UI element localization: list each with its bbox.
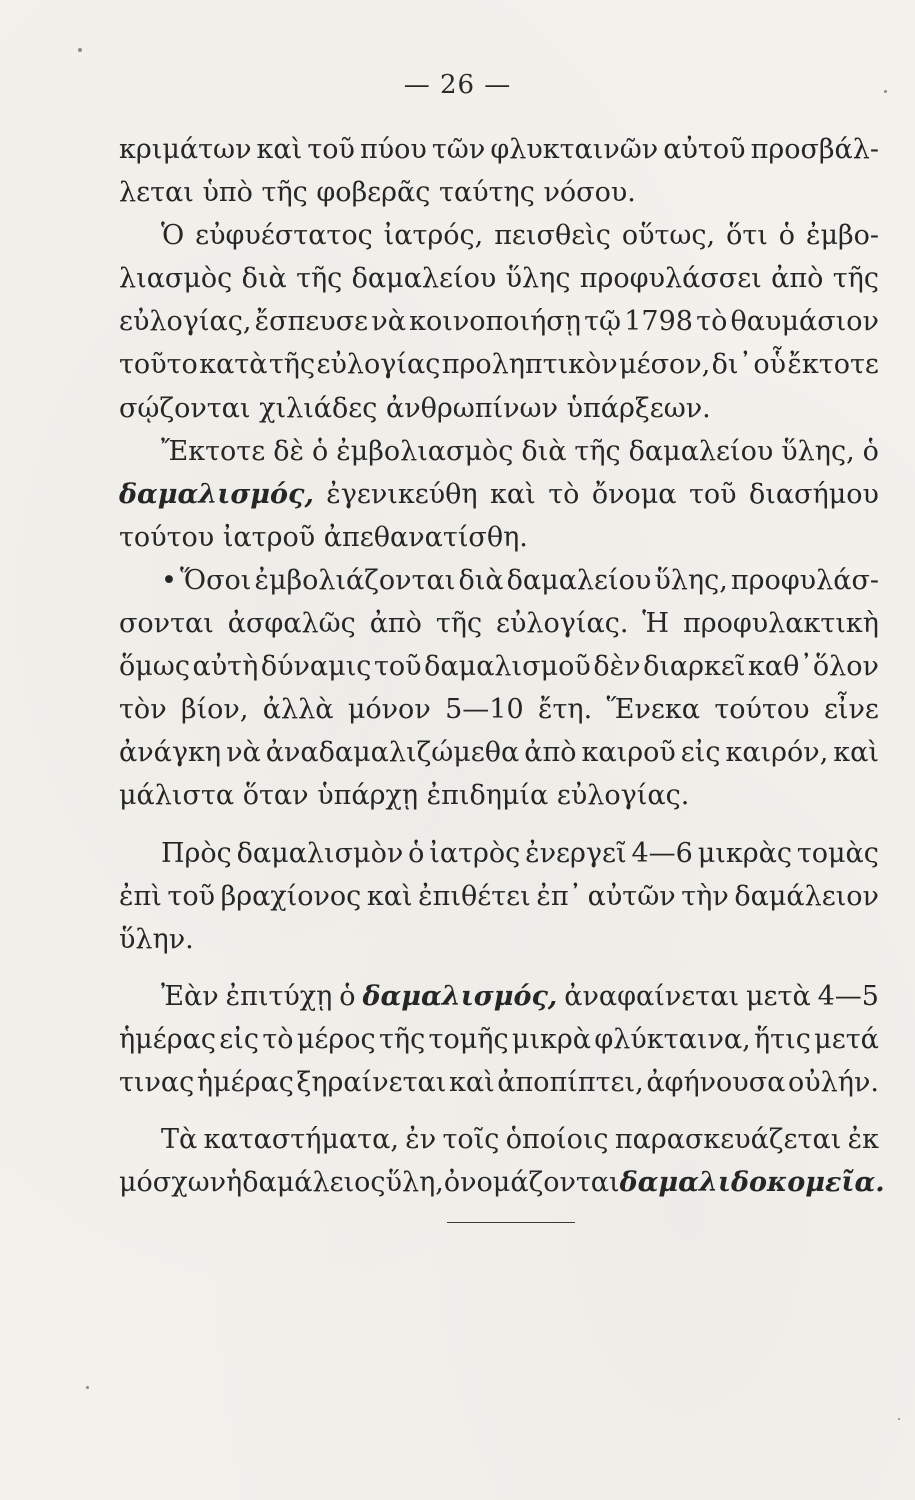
word: τῆς — [268, 349, 316, 381]
word: ὕλης, — [781, 435, 855, 467]
word: ἐπ᾿ — [536, 880, 583, 912]
word: δαμάλειος — [242, 1167, 386, 1199]
word: λεται — [119, 177, 194, 209]
word: νόσου. — [543, 177, 636, 209]
text-line — [119, 300, 879, 343]
word: Πρὸς — [161, 837, 232, 869]
emphasized-word: δαμαλιδοκομεῖα. — [619, 1167, 885, 1199]
word: ἐγενικεύθη — [326, 478, 478, 510]
word: εὐλογίας. — [556, 780, 690, 812]
paper-speck — [898, 1418, 900, 1420]
emphasized-word: δαμαλισμός, — [362, 980, 558, 1012]
text-line — [119, 875, 879, 918]
word: τὸ — [262, 1023, 294, 1055]
word: • — [161, 564, 177, 596]
word: δαμαλισμοῦ — [424, 651, 591, 683]
word: ὑπάρχῃ — [317, 780, 418, 812]
word: καὶ — [256, 134, 303, 165]
word: τούτου — [119, 521, 215, 553]
word: σονται — [119, 608, 214, 640]
word: καὶ — [833, 737, 879, 769]
word: ἀναδαμαλιζώμεθα — [265, 737, 520, 769]
word: παρασκευάζεται — [614, 1124, 842, 1156]
word: δαμαλείου — [628, 435, 774, 467]
word: προφυλακτικὴ — [682, 608, 879, 640]
word: ὅμως — [119, 651, 190, 683]
word: μόσχων — [119, 1167, 227, 1199]
word: μέρος — [296, 1023, 376, 1055]
word: ἀσφαλῶς — [227, 608, 356, 640]
word: βίον, — [180, 694, 249, 726]
word: Ἕνεκα — [606, 694, 700, 726]
word: αὐτοῦ — [663, 134, 746, 165]
word: τομῆς — [428, 1023, 509, 1055]
body-text — [119, 128, 885, 1204]
word: διὰ — [458, 564, 504, 596]
word: διαρκεῖ — [643, 651, 746, 683]
word: δαμάλειον — [734, 880, 879, 912]
word: Ὁ — [161, 220, 185, 252]
word: εἰς — [219, 1023, 259, 1055]
word: φλυκταινῶν — [490, 134, 659, 165]
word: τὸν — [119, 694, 167, 726]
word: χιλιάδες — [259, 392, 378, 424]
page-number: — 26 — — [403, 70, 512, 100]
text-line — [119, 257, 879, 300]
word: αὐτὴ — [192, 651, 259, 683]
word: ξηραίνεται — [296, 1066, 447, 1098]
word: τοῦ — [307, 134, 355, 165]
word: τῆς — [378, 1023, 426, 1055]
word: ἀποπίπτει, — [497, 1066, 644, 1098]
word: ἐμβο- — [805, 220, 879, 252]
word: τῶν — [431, 134, 486, 165]
word: ἐπιτύχῃ — [225, 980, 333, 1012]
word: ὁ — [408, 837, 425, 869]
paper-speck — [78, 48, 82, 52]
word: εὐλογίας. — [495, 608, 629, 640]
word: τὸ — [548, 478, 580, 510]
word: τινας — [119, 1066, 195, 1098]
word: τοῦ — [167, 880, 216, 912]
word: Τὰ — [161, 1124, 198, 1156]
word: ὑπὸ — [202, 177, 253, 209]
text-line — [119, 559, 879, 602]
word: 5—10 — [445, 694, 524, 726]
word: ἀλλὰ — [262, 694, 334, 726]
word: τῆς — [435, 608, 483, 640]
text-line — [119, 1018, 879, 1061]
text-line — [119, 688, 879, 731]
word: καὶ — [490, 478, 536, 510]
word: μόνον — [347, 694, 431, 726]
word: ὄνομα — [591, 478, 677, 510]
word: μετὰ — [745, 980, 811, 1012]
word: διασήμου — [749, 478, 879, 510]
word: ταύτης — [439, 177, 535, 209]
word: ὁ — [339, 980, 356, 1012]
word: προσβάλ- — [750, 134, 879, 165]
word: ἐπιδημία — [426, 780, 549, 812]
word: ἥτις — [754, 1023, 811, 1055]
word: εὐλογίας, — [119, 306, 252, 338]
word: πεισθεὶς — [494, 220, 611, 252]
paper-speck — [884, 90, 887, 93]
word: ὕλην. — [119, 923, 194, 955]
word: διὰ — [241, 263, 287, 295]
word: εἶνε — [823, 694, 879, 726]
text-line — [119, 731, 879, 774]
word: τὴν — [681, 880, 729, 912]
word: μάλιστα — [119, 780, 235, 812]
word: οὕτως, — [621, 220, 716, 252]
word: ἐπιθέτει — [418, 880, 531, 912]
word: ὕλης — [505, 263, 571, 295]
word: ὁ — [778, 220, 796, 252]
word: Ἔκτοτε — [161, 435, 266, 467]
word: τῆς — [261, 177, 308, 209]
word: ἐκ — [847, 1124, 879, 1156]
word: τούτου — [714, 694, 810, 726]
word: ὁ — [311, 435, 329, 467]
word: προφυλάσ- — [730, 564, 879, 596]
word: σῴζονται — [119, 392, 251, 424]
word: ἀπὸ — [369, 608, 422, 640]
word: δαμαλισμὸν — [236, 837, 404, 869]
word: ἰατρὸς — [429, 837, 521, 869]
word: κοινοποιήσῃ — [409, 306, 581, 338]
word: δὲ — [273, 435, 304, 467]
word: εἰς — [680, 737, 721, 769]
text-line — [119, 645, 879, 688]
word: τοῦτο — [119, 349, 198, 381]
word: τὸ — [696, 306, 728, 338]
word: ὅτι — [726, 220, 768, 252]
word: ὁποίοις — [505, 1124, 609, 1156]
word: ὕλης, — [654, 564, 728, 596]
word: θαυμάσιον — [730, 306, 879, 338]
word: ἔκτοτε — [787, 349, 879, 381]
word: ἡμέρας — [119, 1023, 216, 1055]
text-line — [119, 602, 879, 645]
word: τοῦ — [373, 651, 422, 683]
word: 1798 — [624, 306, 693, 338]
word: τῆς — [296, 263, 343, 295]
word: ὕλη, — [385, 1167, 444, 1199]
word: νὰ — [226, 737, 261, 769]
word: ἀναφαίνεται — [564, 980, 740, 1012]
word: Ὅσοι — [180, 564, 252, 596]
word: Ἐὰν — [161, 980, 219, 1012]
text-line — [119, 516, 879, 559]
word: τοῦ — [688, 478, 737, 510]
word: ἐμβολιασμὸς — [336, 435, 514, 467]
word: δαμαλείου — [351, 263, 497, 295]
word: ἀνθρωπίνων — [386, 392, 558, 424]
text-line — [119, 387, 879, 430]
word: δύναμις — [260, 651, 372, 683]
word: καὶ — [366, 880, 413, 912]
word: βραχίονος — [220, 880, 362, 912]
word: μετά — [814, 1023, 879, 1055]
word: ὅταν — [242, 780, 309, 812]
text-line — [119, 918, 879, 961]
word: ἀπεθανατίσθη. — [323, 521, 528, 553]
word: λιασμὸς — [119, 263, 233, 295]
word: καὶ — [448, 1066, 495, 1098]
word: οὐλήν. — [787, 1066, 879, 1098]
word: μέσον, — [619, 349, 711, 381]
emphasized-word: δαμαλισμός, — [119, 478, 314, 510]
word: ἀφήνουσα — [646, 1066, 786, 1098]
text-line — [119, 1061, 879, 1104]
text-line — [119, 214, 879, 257]
word: οὗ — [753, 349, 787, 381]
paper-speck — [86, 1386, 89, 1389]
text-line — [119, 774, 879, 817]
divider-rule — [447, 1222, 575, 1223]
word: ὁ — [862, 435, 879, 467]
text-line — [119, 975, 879, 1018]
word: ἀπὸ — [524, 737, 577, 769]
word: τῆς — [832, 263, 879, 295]
word: δαμαλείου — [506, 564, 652, 596]
text-line — [119, 1161, 885, 1204]
word: ἐν — [405, 1124, 437, 1156]
word: ἡμέρας — [196, 1066, 294, 1098]
text-line — [119, 171, 879, 214]
word: προφυλάσσει — [579, 263, 762, 295]
text-line — [119, 832, 879, 875]
text-line — [119, 128, 879, 171]
word: καθ᾿ὅλον — [748, 651, 879, 683]
word: 4—5 — [817, 980, 879, 1012]
text-line — [119, 473, 879, 516]
word: Ἡ — [642, 608, 670, 640]
word: ἐνεργεῖ — [525, 837, 627, 869]
word: ἰατρός, — [383, 220, 484, 252]
word: ὑπάρξεων. — [566, 392, 711, 424]
word: εὐλογίας — [316, 349, 441, 381]
word: πύου — [359, 134, 427, 165]
word: νὰ — [371, 306, 406, 338]
word: μικρὰ — [511, 1023, 592, 1055]
word: δὲν — [593, 651, 641, 683]
word: ἐμβολιάζονται — [254, 564, 456, 596]
word: εὐφυέστατος — [195, 220, 373, 252]
word: μικρὰς — [697, 837, 792, 869]
word: κριμάτων — [119, 134, 252, 165]
text-line — [119, 1118, 879, 1161]
word: προληπτικὸν — [441, 349, 618, 381]
word: φοβερᾶς — [316, 177, 431, 209]
word: ὀνομάζονται — [443, 1167, 620, 1199]
word: διὰ — [521, 435, 567, 467]
word: ἀνάγκη — [119, 737, 222, 769]
word: τῆς — [574, 435, 621, 467]
word: δι᾿ — [711, 349, 752, 381]
word: ἀπὸ — [771, 263, 824, 295]
word: αὐτῶν — [587, 880, 676, 912]
word: κατὰ — [199, 349, 268, 381]
word: ἔσπευσε — [254, 306, 369, 338]
word: καιρόν, — [725, 737, 829, 769]
word: καιροῦ — [581, 737, 676, 769]
word: ἐπὶ — [119, 880, 162, 912]
word: τῷ — [584, 306, 622, 338]
word: καταστήματα, — [203, 1124, 399, 1156]
text-line — [119, 343, 879, 386]
word: ἰατροῦ — [222, 521, 316, 553]
text-line — [119, 430, 879, 473]
word: ἡ — [226, 1167, 243, 1199]
word: τοῖς — [442, 1124, 500, 1156]
word: τομὰς — [796, 837, 879, 869]
word: 4—6 — [631, 837, 693, 869]
word: ἔτη. — [538, 694, 593, 726]
word: φλύκταινα, — [594, 1023, 751, 1055]
